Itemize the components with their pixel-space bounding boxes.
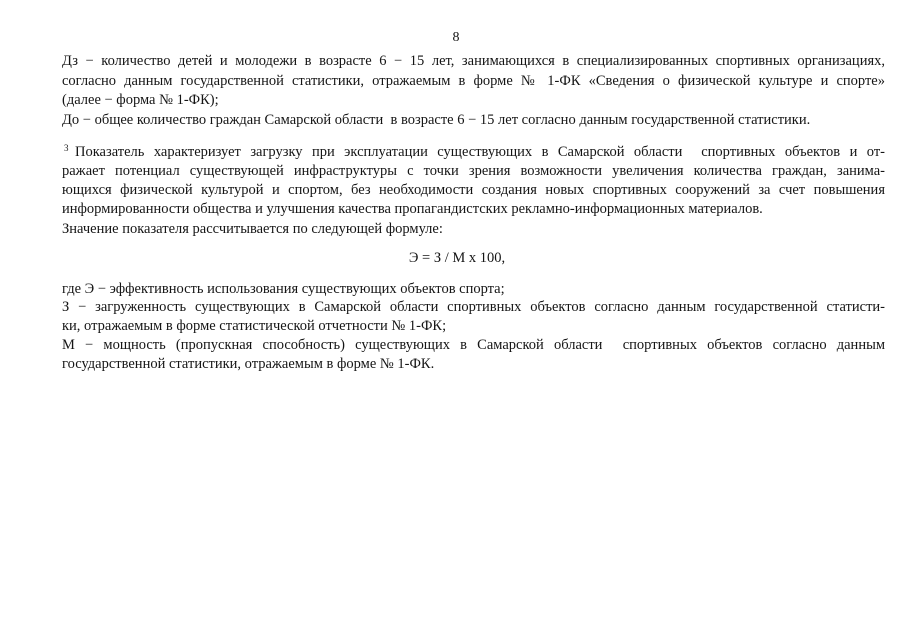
legend-z-line-2: ки, отражаемым в форме статистической отчетности № 1-ФК; [62, 318, 447, 335]
footnote-3-line-1 [62, 143, 885, 162]
formula: Э = З / М х 100, [408, 249, 506, 266]
legend-e-line: где Э − эффективность использования существующих объектов спорта; [62, 280, 505, 297]
dz-definition-line-3: (далее − форма № 1-ФК); [62, 92, 219, 109]
legend-z-line-1: З − загруженность существующих в Самарской области спортивных объектов согласно данным государственной статисти- [62, 299, 885, 316]
formula-legend-block [62, 280, 885, 374]
definitions-block [62, 52, 885, 130]
footnote-3-block [62, 143, 885, 239]
legend-m-line-2: государственной статистики, отражаемым в форме № 1-ФК. [62, 355, 435, 372]
footnote-3-line-3: ющихся физической культурой и спортом, без необходимости создания новых спортивных сооружений за счет повышения [62, 182, 885, 198]
formula-intro: Значение показателя рассчитывается по следующей формуле: [62, 220, 443, 237]
footnote-3-line-1-text: Показатель характеризует загрузку при эксплуатации существующих в Самарской области спортивных объектов и от- [75, 143, 885, 160]
page-number: 8 [452, 30, 460, 45]
do-definition-line: До − общее количество граждан Самарской области в возрасте 6 − 15 лет согласно данным государственной статистики. [62, 111, 811, 128]
legend-m-line-1: М − мощность (пропускная способность) существующих в Самарской области спортивных объектов согласно данным [62, 336, 885, 353]
footnote-3-line-2: ражает потенциал существующей инфраструктуры с точки зрения возможности увеличения количества граждан, занима- [62, 162, 885, 179]
dz-definition-line-2: согласно данным государственной статистики, отражаемым в форме № 1-ФК «Сведения о физической культуре и спорте» [62, 72, 885, 89]
footnote-3-line-4: информированности общества и улучшения качества пропагандистских рекламно-информационных материалов. [62, 201, 763, 218]
dz-definition-line-1: Дз − количество детей и молодежи в возрасте 6 − 15 лет, занимающихся в специализированных спортивных организациях, [62, 53, 885, 69]
footnote-marker: 3 [64, 142, 69, 153]
